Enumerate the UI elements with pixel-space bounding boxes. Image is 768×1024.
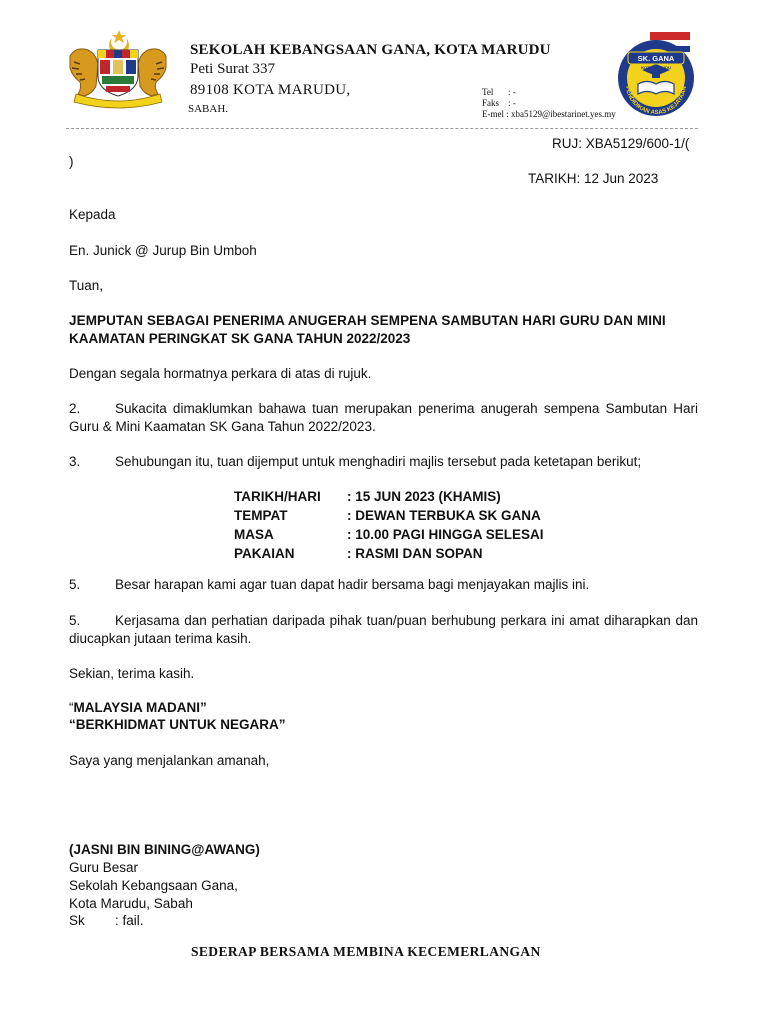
- signatory-name: (JASNI BIN BINING@AWANG): [69, 842, 260, 857]
- letter-date: TARIKH: 12 Jun 2023: [528, 171, 659, 186]
- detail-row: [234, 525, 544, 544]
- sk-line: [69, 912, 144, 930]
- slogan-malaysia-madani: [69, 699, 207, 717]
- event-details: [234, 487, 544, 563]
- tel-line: [482, 87, 516, 97]
- detail-key: MASA: [234, 527, 274, 542]
- paragraph-3-text: Sehubungan itu, tuan dijemput untuk menghadiri majlis tersebut pada ketetapan berikut;: [115, 454, 642, 469]
- paragraph-4: [69, 576, 698, 594]
- detail-key: TARIKH/HARI: [234, 489, 321, 504]
- subject-line-2: KAAMATAN PERINGKAT SK GANA TAHUN 2022/2023: [69, 331, 411, 346]
- footer-motto: SEDERAP BERSAMA MEMBINA KECEMERLANGAN: [191, 944, 541, 959]
- paragraph-5-number: 5.: [69, 613, 81, 628]
- sk-value: : fail.: [115, 913, 144, 928]
- detail-row: [234, 544, 544, 563]
- tel-value: : -: [508, 87, 516, 97]
- detail-value: : 15 JUN 2023 (KHAMIS): [347, 489, 501, 504]
- address-line-2: 89108 KOTA MARUDU,: [190, 82, 351, 98]
- paragraph-3: [69, 453, 698, 471]
- paragraph-3-number: 3.: [69, 454, 81, 469]
- email-line[interactable]: E-mel : xba5129@ibestarinet.yes.my: [482, 109, 616, 119]
- paragraph-4-text: Besar harapan kami agar tuan dapat hadir bersama bagi menjayakan majlis ini.: [115, 577, 590, 592]
- signatory-title: Guru Besar: [69, 860, 139, 875]
- detail-value: : DEWAN TERBUKA SK GANA: [347, 508, 541, 523]
- paragraph-2: [69, 400, 698, 435]
- fax-label: Faks: [482, 98, 500, 108]
- amanah-line: Saya yang menjalankan amanah,: [69, 753, 270, 768]
- detail-row: [234, 487, 544, 506]
- letterhead-divider: [66, 128, 698, 129]
- signatory-location: Kota Marudu, Sabah: [69, 896, 193, 911]
- detail-key: TEMPAT: [234, 508, 288, 523]
- opening-line: Dengan segala hormatnya perkara di atas di rujuk.: [69, 366, 372, 381]
- crest-text-top: SK. GANA: [637, 54, 675, 63]
- closing-line: Sekian, terima kasih.: [69, 666, 195, 681]
- recipient-name: En. Junick @ Jurup Bin Umboh: [69, 243, 257, 258]
- detail-value: : RASMI DAN SOPAN: [347, 546, 483, 561]
- crest-motto: PENDIDIKAN ASAS KEJAYAAN: [624, 85, 688, 117]
- crest-text-sub: KOTA MARUDU: [641, 65, 671, 70]
- fax-value: : -: [508, 98, 516, 108]
- malaysia-coat-of-arms-icon: [62, 28, 174, 110]
- slogan-berkhidmat: “BERKHIDMAT UNTUK NEGARA”: [69, 717, 286, 732]
- paragraph-4-number: 5.: [69, 577, 81, 592]
- tel-label: Tel: [482, 87, 494, 97]
- paragraph-5-text: Kerjasama dan perhatian daripada pihak tuan/puan berhubung perkara ini amat diharapkan dan diucapkan jutaan terima kasih.: [69, 613, 698, 646]
- detail-row: [234, 506, 544, 525]
- ruj-reference-continued: ): [69, 154, 74, 169]
- sk-gana-school-crest-icon: [610, 28, 702, 120]
- address-line-3: SABAH.: [188, 103, 229, 115]
- sk-label: Sk: [69, 913, 85, 928]
- school-name: SEKOLAH KEBANGSAAN GANA, KOTA MARUDU: [190, 42, 551, 58]
- detail-key: PAKAIAN: [234, 546, 295, 561]
- paragraph-2-number: 2.: [69, 401, 81, 416]
- signatory-school: Sekolah Kebangsaan Gana,: [69, 878, 238, 893]
- kepada-label: Kepada: [69, 207, 116, 222]
- fax-line: [482, 98, 516, 108]
- slogan-open-quote: “: [69, 700, 74, 715]
- subject-line-1: JEMPUTAN SEBAGAI PENERIMA ANUGERAH SEMPENA SAMBUTAN HARI GURU DAN MINI: [69, 313, 666, 328]
- paragraph-2-text: Sukacita dimaklumkan bahawa tuan merupakan penerima anugerah sempena Sambutan Hari Guru & Mini Kaamatan SK Gana Tahun 2022/2023.: [69, 401, 698, 434]
- address-line-1: Peti Surat 337: [190, 61, 275, 77]
- slogan-1-text: MALAYSIA MADANI”: [73, 700, 207, 715]
- ruj-reference: RUJ: XBA5129/600-1/(: [552, 136, 690, 151]
- salutation: Tuan,: [69, 278, 104, 293]
- paragraph-5: [69, 612, 698, 647]
- detail-value: : 10.00 PAGI HINGGA SELESAI: [347, 527, 544, 542]
